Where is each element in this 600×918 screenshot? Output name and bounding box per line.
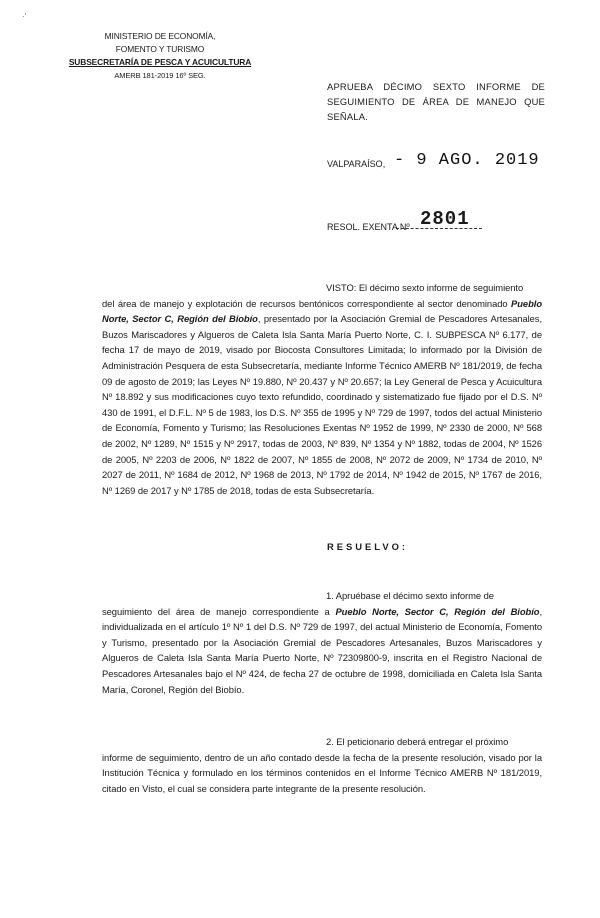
visto-sector-name: Pueblo Norte, Sector C, Región del Biobío <box>102 297 542 325</box>
item1-sector-name: Pueblo Norte, Sector C, Región del Biobío <box>335 605 540 617</box>
subject-line-1: APRUEBA DÉCIMO SEXTO INFORME DE <box>327 81 545 92</box>
item1-lead: 1. Apruébase el décimo sexto informe de <box>326 590 494 601</box>
resolution-item-1 <box>102 588 542 697</box>
item2-lead: 2. El peticionario deberá entregar el próximo <box>326 736 509 747</box>
item1-body <box>102 604 542 698</box>
item1-text-b: , individualizada en el artículo 1º Nº 1 del D.S. Nº 729 de 1997, del actual Ministerio de Economía, Fomento y Turismo, presentado por la Asociación Gremial de Pescadores Artesanales, Buzos Mariscadores y Algueros de Caleta Isla Santa María Puerto Norte, Nº 72309800-9, inscrita en el Registro Nacional de Pescadores Artesanales bajo el Nº 424, de fecha 27 de octubre de 1998, domiciliada en Caleta Isla Santa María, Coronel, Región del Biobío. <box>102 605 542 695</box>
resuelvo-heading: RESUELVO: <box>327 541 408 552</box>
date-stamp: - 9 AGO. 2019 <box>394 151 540 170</box>
ministry-header <box>60 30 260 82</box>
corner-mark: ·' <box>22 12 27 21</box>
place-label: VALPARAÍSO, <box>327 159 386 169</box>
visto-text-b: , presentado por la Asociación Gremial de Pescadores Artesanales, Buzos Mariscadores y Algueros de Caleta Isla Santa María Puerto Norte, C. I. SUBPESCA Nº 6.177, de fecha 17 de mayo de 2019, visado por Biocosta Consultores Limitada; lo informado por la División de Administración Pesquera de esta Subsecretaría, mediante Informe Técnico AMERB Nº 181/2019, de fecha 09 de agosto de 2019; las Leyes Nº 19.880, Nº 20.437 y Nº 20.657; la Ley General de Pesca y Acuicultura Nº 18.892 y sus modificaciones cuyo texto refundido, coordinado y sistematizado fue fijado por el D.S. Nº 430 de 1991, el D.F.L. Nº 5 de 1983, los D.S. Nº 355 de 1995 y Nº 729 de 1997, todos del actual Ministerio de Economía, Fomento y Turismo; las Resoluciones Exentas Nº 1952 de 1999, Nº 2330 de 2000, Nº 568 de 2002, Nº 1289, Nº 1515 y Nº 2917, todas de 2003, Nº 839, Nº 1354 y Nº 1882, todas de 2004, Nº 1526 de 2005, Nº 2203 de 2006, Nº 1822 de 2007, Nº 1855 de 2008, Nº 2072 de 2009, Nº 1734 de 2010, Nº 2027 de 2011, Nº 1684 de 2012, Nº 1968 de 2013, Nº 1792 de 2014, Nº 1942 de 2015, Nº 1767 de 2016, Nº 1269 de 2017 y Nº 1785 de 2018, todas de esta Subsecretaría. <box>102 313 542 496</box>
resolution-number: 2801 <box>420 208 470 230</box>
visto-body <box>102 296 542 499</box>
subject-line-2: SEGUIMIENTO DE ÁREA DE MANEJO QUE SEÑALA. <box>327 96 545 122</box>
item1-text-a: seguimiento del área de manejo correspondiente a <box>102 605 330 617</box>
subsecretaria-name: SUBSECRETARÍA DE PESCA Y ACUICULTURA <box>68 57 252 67</box>
visto-paragraph <box>102 280 542 498</box>
visto-lead: VISTO: El décimo sexto informe de seguimiento <box>326 282 524 293</box>
ministry-name: MINISTERIO DE ECONOMÍA, <box>104 31 216 41</box>
resolution-item-2 <box>102 734 542 796</box>
resolution-label: RESOL. EXENTA Nº <box>327 222 410 232</box>
resolution-subject <box>327 79 545 124</box>
item2-body: informe de seguimiento, dentro de un año contado desde la fecha de la presente resolución, visado por la Institución Técnica y formulado en los términos contenidos en el Informe Técnico AMERB Nº 181/2019, citado en Visto, el cual se considera parte integrante de la presente resolución. <box>102 751 542 794</box>
document-reference: AMERB 181-2019 16º SEG. <box>114 71 206 80</box>
visto-text-a: del área de manejo y explotación de recursos bentónicos correspondiente al sector denominado <box>102 297 508 309</box>
ministry-subname: FOMENTO Y TURISMO <box>115 44 205 54</box>
